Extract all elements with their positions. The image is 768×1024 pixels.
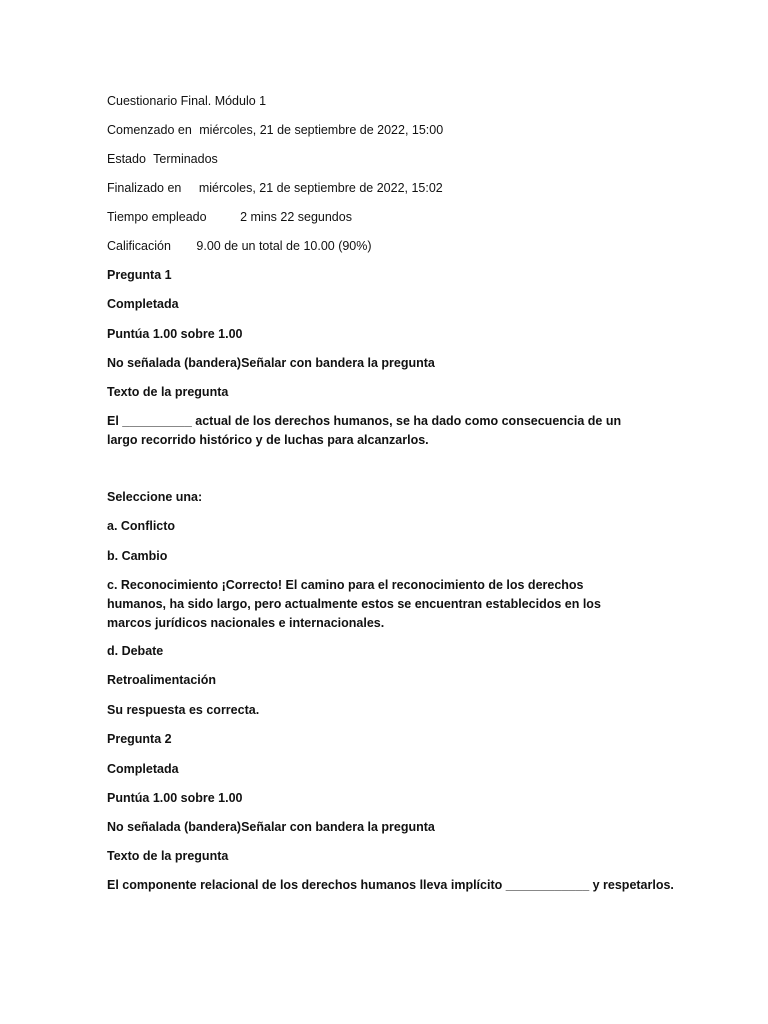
time-row [107,208,352,227]
state-value: Terminados [153,152,218,166]
question2-flag: No señalada (bandera)Señalar con bandera la pregunta [107,820,435,834]
grade-label: Calificación [107,239,171,253]
question1-number: Pregunta 1 [107,268,172,282]
question1-feedback: Su respuesta es correcta. [107,703,260,717]
question2-text: El componente relacional de los derechos humanos lleva implícito ____________ y respetarlos. [107,878,674,892]
started-value: miércoles, 21 de septiembre de 2022, 15:00 [199,123,444,137]
quiz-title-text: Cuestionario Final. Módulo 1 [107,94,267,108]
quiz-title [107,92,266,111]
question2-text-label: Texto de la pregunta [107,849,229,863]
question2-number: Pregunta 2 [107,732,172,746]
question1-select-label: Seleccione una: [107,490,203,504]
grade-value: 9.00 de un total de 10.00 (90%) [196,239,372,253]
question1-status: Completada [107,297,179,311]
question1-option-d: d. Debate [107,644,164,658]
time-value: 2 mins 22 segundos [240,210,352,224]
finished-value: miércoles, 21 de septiembre de 2022, 15:02 [198,181,443,195]
state-row [107,150,218,169]
started-label: Comenzado en [107,123,192,137]
question1-score: Puntúa 1.00 sobre 1.00 [107,327,243,341]
question1-feedback-label: Retroalimentación [107,673,217,687]
state-label: Estado [107,152,146,166]
question2-status: Completada [107,762,179,776]
time-label: Tiempo empleado [107,210,207,224]
grade-row [107,237,372,256]
question1-text-label: Texto de la pregunta [107,385,229,399]
question1-option-a: a. Conflicto [107,519,176,533]
question2-score: Puntúa 1.00 sobre 1.00 [107,791,243,805]
question1-text: El __________ actual de los derechos humanos, se ha dado como consecuencia de un largo recorrido histórico y de luchas para alcanzarlos. [107,414,622,447]
finished-label: Finalizado en [107,181,182,195]
started-row [107,121,443,140]
question1-option-b: b. Cambio [107,549,168,563]
question1-option-c: c. Reconocimiento ¡Correcto! El camino para el reconocimiento de los derechos humanos, ha sido largo, pero actualmente estos se encuentran establecidos en los marcos jurídicos nacionales e internacionales. [107,578,601,630]
question1-flag: No señalada (bandera)Señalar con bandera la pregunta [107,356,435,370]
finished-row [107,179,443,198]
